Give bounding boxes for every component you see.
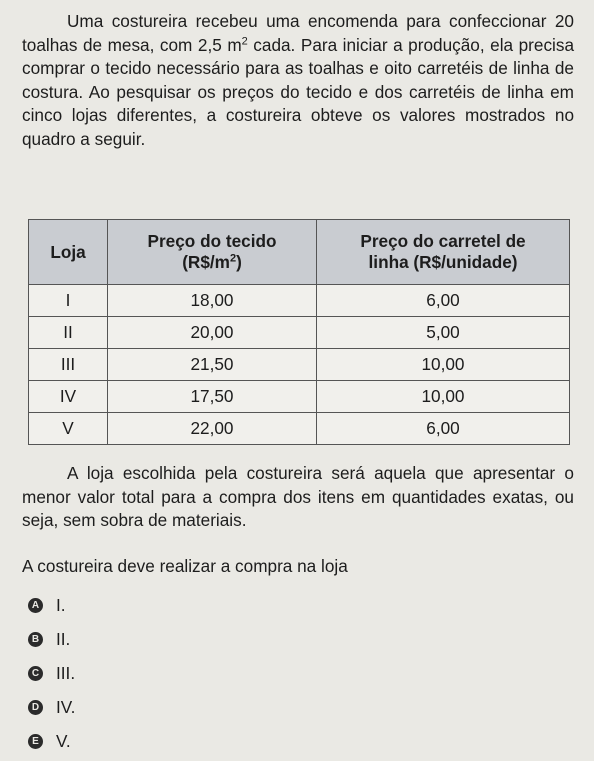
header-loja: Loja [29,220,108,285]
intro-text-after: cada. Para iniciar a produção, ela precisa comprar o tecido necessário para as toalhas e oito carretéis de linha de costura. Ao pesquisar os preços do tecido e dos carretéis de linha em cinco lojas diferentes, a costureira obteve os valores mostrados no quadro a seguir. [22,34,575,149]
option-d[interactable] [28,690,75,724]
cell-tecido: 20,00 [108,317,317,349]
cell-loja: V [29,413,108,445]
option-letter-e-icon: E [28,734,43,749]
option-letter-b-icon: B [28,632,43,647]
cell-loja: III [29,349,108,381]
cell-loja: I [29,285,108,317]
cell-carretel: 10,00 [317,349,570,381]
cell-loja: IV [29,381,108,413]
option-text: IV. [56,696,76,717]
option-e[interactable] [28,724,75,758]
table-row [29,349,570,381]
option-text: V. [56,730,71,751]
option-a[interactable] [28,588,75,622]
question-stem: A costureira deve realizar a compra na loja [22,556,348,576]
price-table [28,219,570,445]
table-row [29,381,570,413]
option-letter-d-icon: D [28,700,43,715]
option-letter-c-icon: C [28,666,43,681]
cell-carretel: 10,00 [317,381,570,413]
cell-tecido: 21,50 [108,349,317,381]
table-row [29,285,570,317]
intro-text-before: Uma costureira recebeu uma encomenda para confeccionar 20 toalhas de mesa, com 2,5 m [22,11,574,55]
intro-paragraph [22,10,574,152]
header-tecido-line2-a: (R$/m [182,252,230,272]
option-text: II. [56,628,71,649]
header-carretel-line2: linha (R$/unidade) [368,252,518,272]
intro-superscript: 2 [241,34,248,47]
option-b[interactable] [28,622,75,656]
cell-carretel: 5,00 [317,317,570,349]
table-row [29,413,570,445]
header-tecido-line1: Preço do tecido [147,231,277,251]
table-header-row [29,220,570,285]
option-text: III. [56,662,76,683]
table-row [29,317,570,349]
header-tecido-sup: 2 [229,252,237,265]
answer-options [28,588,75,758]
cell-carretel: 6,00 [317,285,570,317]
header-carretel-line1: Preço do carretel de [360,231,526,251]
cell-loja: II [29,317,108,349]
cell-carretel: 6,00 [317,413,570,445]
header-tecido-line2-b: ) [236,252,242,272]
cell-tecido: 17,50 [108,381,317,413]
cell-tecido: 18,00 [108,285,317,317]
cell-tecido: 22,00 [108,413,317,445]
option-c[interactable] [28,656,75,690]
option-text: I. [56,594,66,615]
header-carretel [317,220,570,285]
option-letter-a-icon: A [28,598,43,613]
header-tecido [108,220,317,285]
conclusion-paragraph: A loja escolhida pela costureira será aquela que apresentar o menor valor total para a compra dos itens em quantidades exatas, ou seja, sem sobra de materiais. [22,463,574,531]
